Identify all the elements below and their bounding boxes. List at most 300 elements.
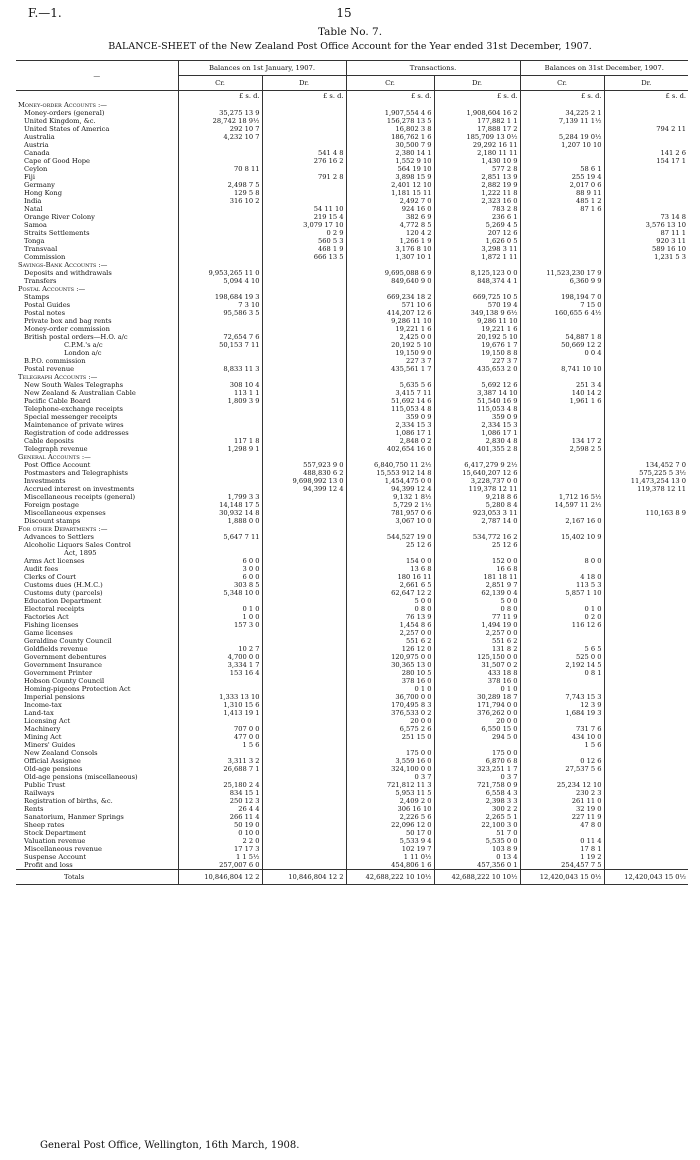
amount-cell: 3 0 0 <box>178 565 262 573</box>
amount-cell <box>520 213 604 221</box>
row-label: Land-tax <box>24 709 54 717</box>
amount-cell <box>178 429 262 437</box>
row-label: Transfers <box>24 277 57 285</box>
amount-cell <box>262 781 346 789</box>
table-row <box>16 325 688 333</box>
amount-cell: 51,540 16 9 <box>434 397 520 405</box>
amount-cell <box>604 637 688 645</box>
amount-cell: 140 14 2 <box>520 389 604 397</box>
amount-cell: 141 2 6 <box>604 149 688 157</box>
amount-cell: 16 6 8 <box>434 565 520 573</box>
amount-cell <box>262 821 346 829</box>
amount-cell: 2,334 15 3 <box>434 421 520 429</box>
amount-cell <box>178 421 262 429</box>
amount-cell <box>262 637 346 645</box>
amount-cell <box>604 165 688 173</box>
amount-cell <box>262 653 346 661</box>
table-number: Table No. 7. <box>317 26 383 38</box>
amount-cell <box>346 373 434 381</box>
row-label: Hong Kong <box>24 189 63 197</box>
amount-cell: 51 7 0 <box>434 829 520 837</box>
amount-cell: 25 12 6 <box>434 541 520 549</box>
amount-cell <box>604 181 688 189</box>
amount-cell: 17 8 1 <box>520 845 604 853</box>
amount-cell: 134,452 7 0 <box>604 461 688 469</box>
amount-cell: 134 17 2 <box>520 437 604 445</box>
amount-cell: 0 8 1 <box>520 669 604 677</box>
amount-cell <box>520 221 604 229</box>
amount-cell: 70 8 11 <box>178 165 262 173</box>
amount-cell: 119,378 12 11 <box>604 485 688 493</box>
amount-cell: 2,661 6 5 <box>346 581 434 589</box>
page-number: 15 <box>336 6 352 20</box>
amount-cell <box>262 309 346 317</box>
amount-cell: 0 1 0 <box>178 605 262 613</box>
total-cell: 12,420,043 15 0½ <box>520 870 604 885</box>
row-label: Maintenance of private wires <box>24 421 124 429</box>
amount-cell: 6,840,750 11 2½ <box>346 461 434 469</box>
table-row <box>16 341 688 349</box>
amount-cell: 157 3 0 <box>178 621 262 629</box>
row-label: Imperial pensions <box>24 693 85 701</box>
units-cell: £ s. d. <box>346 91 434 102</box>
amount-cell <box>262 765 346 773</box>
amount-cell <box>262 197 346 205</box>
amount-cell: 1,307 10 1 <box>346 253 434 261</box>
row-label: British postal orders—H.O. a/c <box>24 333 128 341</box>
amount-cell: 8,741 10 10 <box>520 365 604 373</box>
amount-cell: 116 12 6 <box>520 621 604 629</box>
row-label: Goldfields revenue <box>24 645 88 653</box>
amount-cell <box>262 581 346 589</box>
amount-cell <box>262 325 346 333</box>
amount-cell: 848,374 4 1 <box>434 277 520 285</box>
row-label: Postal Guides <box>24 301 71 309</box>
amount-cell <box>262 525 346 533</box>
amount-cell <box>262 165 346 173</box>
amount-cell <box>604 317 688 325</box>
amount-cell <box>178 253 262 261</box>
amount-cell <box>520 245 604 253</box>
row-label: Straits Settlements <box>24 229 90 237</box>
table-row <box>16 837 688 845</box>
row-label: Railways <box>24 789 55 797</box>
amount-cell <box>262 517 346 525</box>
amount-cell: 1,222 11 8 <box>434 189 520 197</box>
table-row <box>16 117 688 125</box>
amount-cell: 0 8 0 <box>434 605 520 613</box>
row-label: Miscellaneous receipts (general) <box>24 493 136 501</box>
amount-cell <box>604 525 688 533</box>
amount-cell <box>262 533 346 541</box>
row-label: Alcoholic Liquors Sales Control <box>24 541 131 549</box>
amount-cell: 1,809 3 9 <box>178 397 262 405</box>
amount-cell <box>262 741 346 749</box>
amount-cell <box>520 101 604 109</box>
amount-cell <box>178 141 262 149</box>
table-row <box>16 765 688 773</box>
amount-cell <box>262 541 346 549</box>
amount-cell <box>520 413 604 421</box>
amount-cell <box>262 573 346 581</box>
amount-cell <box>262 109 346 117</box>
amount-cell: 58 6 1 <box>520 165 604 173</box>
page-header <box>28 6 660 20</box>
amount-cell: 115,053 4 8 <box>434 405 520 413</box>
table-row <box>16 165 688 173</box>
amount-cell: 22,100 3 0 <box>434 821 520 829</box>
amount-cell: 575,225 5 3½ <box>604 469 688 477</box>
amount-cell <box>604 541 688 549</box>
amount-cell <box>520 261 604 269</box>
amount-cell: 120 4 2 <box>346 229 434 237</box>
table-row <box>16 653 688 661</box>
row-label: Natal <box>24 205 43 213</box>
amount-cell: 0 1 0 <box>520 605 604 613</box>
amount-cell <box>262 445 346 453</box>
signature-line: General Post Office, Wellington, 16th March, 1908. <box>40 1140 300 1151</box>
table-row <box>16 541 688 549</box>
amount-cell: 6 0 0 <box>178 573 262 581</box>
amount-cell <box>604 365 688 373</box>
amount-cell <box>604 805 688 813</box>
amount-cell <box>604 277 688 285</box>
amount-cell: 9,953,265 11 0 <box>178 269 262 277</box>
amount-cell: 0 12 6 <box>520 757 604 765</box>
table-row <box>16 645 688 653</box>
amount-cell: 551 6 2 <box>434 637 520 645</box>
amount-cell <box>262 733 346 741</box>
table-row <box>16 205 688 213</box>
amount-cell: 721,812 11 3 <box>346 781 434 789</box>
amount-cell <box>604 197 688 205</box>
row-label: Pacific Cable Board <box>24 397 91 405</box>
section-header-row <box>16 285 688 293</box>
amount-cell <box>262 621 346 629</box>
amount-cell: 94,399 12 4 <box>346 485 434 493</box>
amount-cell: 62,647 12 2 <box>346 589 434 597</box>
amount-cell <box>434 373 520 381</box>
amount-cell: 721,758 0 9 <box>434 781 520 789</box>
amount-cell: 4,772 8 5 <box>346 221 434 229</box>
amount-cell: 7 15 0 <box>520 301 604 309</box>
amount-cell: 669,725 10 5 <box>434 293 520 301</box>
total-cell: 10,846,804 12 2 <box>178 870 262 885</box>
row-label: Audit fees <box>24 565 59 573</box>
table-row <box>16 565 688 573</box>
table-row <box>16 853 688 861</box>
amount-cell <box>604 173 688 181</box>
amount-cell: 5,635 5 6 <box>346 381 434 389</box>
amount-cell <box>262 669 346 677</box>
amount-cell <box>520 253 604 261</box>
amount-cell <box>604 373 688 381</box>
amount-cell <box>262 133 346 141</box>
amount-cell: 9,698,992 13 0 <box>262 477 346 485</box>
table-row <box>16 749 688 757</box>
amount-cell: 117 1 8 <box>178 437 262 445</box>
amount-cell <box>178 637 262 645</box>
units-cell: £ s. d. <box>434 91 520 102</box>
table-row <box>16 445 688 453</box>
amount-cell: 16,802 3 8 <box>346 125 434 133</box>
row-label: Special messenger receipts <box>24 413 118 421</box>
sub-header: Cr. <box>178 76 262 91</box>
amount-cell: 2,334 15 3 <box>346 421 434 429</box>
amount-cell <box>262 261 346 269</box>
table-row <box>16 573 688 581</box>
amount-cell <box>262 269 346 277</box>
amount-cell: 378 16 0 <box>346 677 434 685</box>
amount-cell: 25,180 2 4 <box>178 781 262 789</box>
amount-cell: 94,399 12 4 <box>262 485 346 493</box>
row-label: Discount stamps <box>24 517 81 525</box>
amount-cell: 227 3 7 <box>346 357 434 365</box>
row-label: Private box and bag rents <box>24 317 112 325</box>
amount-cell <box>262 717 346 725</box>
amount-cell: 1,181 15 11 <box>346 189 434 197</box>
amount-cell <box>520 237 604 245</box>
table-row <box>16 229 688 237</box>
amount-cell <box>604 301 688 309</box>
amount-cell <box>178 173 262 181</box>
row-label: Commission <box>24 253 66 261</box>
amount-cell <box>262 493 346 501</box>
amount-cell: 920 3 11 <box>604 237 688 245</box>
amount-cell <box>178 357 262 365</box>
amount-cell: 257,007 6 0 <box>178 861 262 870</box>
amount-cell: 280 10 5 <box>346 669 434 677</box>
amount-cell <box>604 701 688 709</box>
amount-cell <box>262 549 346 557</box>
amount-cell <box>520 637 604 645</box>
amount-cell <box>262 861 346 870</box>
amount-cell: 152 0 0 <box>434 557 520 565</box>
amount-cell: 9,286 11 10 <box>434 317 520 325</box>
amount-cell: 2,409 2 0 <box>346 797 434 805</box>
amount-cell <box>262 749 346 757</box>
amount-cell: 1,454 8 6 <box>346 621 434 629</box>
amount-cell <box>262 701 346 709</box>
amount-cell: 250 12 3 <box>178 797 262 805</box>
amount-cell: 1,684 19 3 <box>520 709 604 717</box>
amount-cell: 5,269 4 5 <box>434 221 520 229</box>
amount-cell <box>178 373 262 381</box>
amount-cell <box>178 157 262 165</box>
amount-cell: 306 16 10 <box>346 805 434 813</box>
row-label: Telephone-exchange receipts <box>24 405 123 413</box>
row-label: New Zealand Consols <box>24 749 98 757</box>
amount-cell: 485 1 2 <box>520 197 604 205</box>
amount-cell: 254,457 7 5 <box>520 861 604 870</box>
amount-cell: 666 13 5 <box>262 253 346 261</box>
table-row <box>16 581 688 589</box>
amount-cell <box>604 437 688 445</box>
amount-cell <box>604 533 688 541</box>
amount-cell: 9,218 8 6 <box>434 493 520 501</box>
amount-cell: 34,225 2 1 <box>520 109 604 117</box>
table-row <box>16 629 688 637</box>
amount-cell <box>178 317 262 325</box>
amount-cell: 1,494 19 0 <box>434 621 520 629</box>
amount-cell <box>434 525 520 533</box>
amount-cell <box>604 693 688 701</box>
total-cell: 10,846,804 12 2 <box>262 870 346 885</box>
amount-cell: 2,787 14 0 <box>434 517 520 525</box>
amount-cell <box>520 149 604 157</box>
totals-row <box>16 870 688 885</box>
amount-cell <box>520 125 604 133</box>
amount-cell <box>604 661 688 669</box>
table-row <box>16 621 688 629</box>
amount-cell: 50,669 12 2 <box>520 341 604 349</box>
table-row <box>16 381 688 389</box>
row-label: C.P.M.'s a/c <box>64 341 103 349</box>
table-row <box>16 797 688 805</box>
amount-cell <box>604 285 688 293</box>
amount-cell: 32 19 0 <box>520 805 604 813</box>
amount-cell <box>178 237 262 245</box>
amount-cell: 2,598 2 5 <box>520 445 604 453</box>
amount-cell <box>604 405 688 413</box>
table-row <box>16 397 688 405</box>
amount-cell <box>520 629 604 637</box>
row-label: Austria <box>24 141 49 149</box>
section-label: Savings-Bank Accounts :— <box>18 261 108 269</box>
row-label: Fishing licenses <box>24 621 79 629</box>
amount-cell: 25 12 6 <box>346 541 434 549</box>
amount-cell <box>604 397 688 405</box>
row-label: Education Department <box>24 597 102 605</box>
row-label: B.P.O. commission <box>24 357 86 365</box>
amount-cell: 154 17 1 <box>604 157 688 165</box>
amount-cell <box>520 157 604 165</box>
row-label: Canada <box>24 149 50 157</box>
amount-cell: 171,794 0 0 <box>434 701 520 709</box>
amount-cell: 4,700 0 0 <box>178 653 262 661</box>
amount-cell: 551 6 2 <box>346 637 434 645</box>
table-row <box>16 757 688 765</box>
row-label: Stamps <box>24 293 50 301</box>
row-label: Post Office Account <box>24 461 91 469</box>
amount-cell <box>604 429 688 437</box>
table-row <box>16 485 688 493</box>
amount-cell <box>262 829 346 837</box>
amount-cell <box>178 325 262 333</box>
amount-cell <box>262 501 346 509</box>
amount-cell: 2,167 16 0 <box>520 517 604 525</box>
amount-cell: 1,310 15 6 <box>178 701 262 709</box>
sub-header: Dr. <box>262 76 346 91</box>
amount-cell: 488,830 6 2 <box>262 469 346 477</box>
amount-cell <box>520 421 604 429</box>
table-row <box>16 509 688 517</box>
amount-cell: 113 1 1 <box>178 389 262 397</box>
table-row <box>16 741 688 749</box>
amount-cell: 20 0 0 <box>434 717 520 725</box>
amount-cell <box>520 429 604 437</box>
amount-cell: 251 15 0 <box>346 733 434 741</box>
amount-cell <box>178 349 262 357</box>
document-code: F.—1. <box>28 6 62 20</box>
table-row <box>16 125 688 133</box>
amount-cell: 30,289 18 7 <box>434 693 520 701</box>
row-label: Postmasters and Telegraphists <box>24 469 128 477</box>
amount-cell: 9,286 11 10 <box>346 317 434 325</box>
amount-cell <box>604 717 688 725</box>
amount-cell <box>520 469 604 477</box>
amount-cell: 35,275 13 9 <box>178 109 262 117</box>
amount-cell: 571 10 6 <box>346 301 434 309</box>
table-row <box>16 861 688 870</box>
amount-cell: 1 5 6 <box>178 741 262 749</box>
sub-header: Cr. <box>346 76 434 91</box>
amount-cell: 6,575 2 6 <box>346 725 434 733</box>
section-header-row <box>16 525 688 533</box>
amount-cell <box>604 141 688 149</box>
amount-cell <box>604 333 688 341</box>
amount-cell <box>604 293 688 301</box>
amount-cell: 849,640 9 0 <box>346 277 434 285</box>
table-row <box>16 437 688 445</box>
total-cell: 42,688,222 10 10½ <box>434 870 520 885</box>
row-label: Miners' Guides <box>24 741 76 749</box>
amount-cell <box>262 797 346 805</box>
amount-cell <box>346 285 434 293</box>
amount-cell <box>604 493 688 501</box>
table-row <box>16 277 688 285</box>
amount-cell <box>604 261 688 269</box>
amount-cell: 541 4 8 <box>262 149 346 157</box>
amount-cell: 8 0 0 <box>520 557 604 565</box>
units-cell: £ s. d. <box>520 91 604 102</box>
amount-cell: 6,558 4 3 <box>434 789 520 797</box>
amount-cell: 185,709 13 0½ <box>434 133 520 141</box>
table-row <box>16 773 688 781</box>
amount-cell <box>262 317 346 325</box>
amount-cell: 261 11 0 <box>520 797 604 805</box>
amount-cell <box>178 469 262 477</box>
amount-cell <box>604 733 688 741</box>
amount-cell <box>262 341 346 349</box>
amount-cell <box>520 685 604 693</box>
table-row <box>16 221 688 229</box>
amount-cell <box>520 229 604 237</box>
amount-cell: 160,655 6 4½ <box>520 309 604 317</box>
amount-cell <box>178 413 262 421</box>
table-row <box>16 349 688 357</box>
amount-cell: 2,882 19 9 <box>434 181 520 189</box>
row-label: Foreign postage <box>24 501 79 509</box>
amount-cell: 175 0 0 <box>434 749 520 757</box>
section-label: For other Departments :— <box>18 525 108 533</box>
amount-cell: 1 5 6 <box>520 741 604 749</box>
amount-cell <box>178 485 262 493</box>
amount-cell <box>262 293 346 301</box>
amount-cell: 2,851 9 7 <box>434 581 520 589</box>
amount-cell: 12 3 9 <box>520 701 604 709</box>
amount-cell: 292 10 7 <box>178 125 262 133</box>
amount-cell: 589 16 10 <box>604 245 688 253</box>
amount-cell: 457,356 0 1 <box>434 861 520 870</box>
amount-cell <box>178 261 262 269</box>
amount-cell <box>262 589 346 597</box>
amount-cell: 110,163 8 9 <box>604 509 688 517</box>
amount-cell: 5,348 10 0 <box>178 589 262 597</box>
amount-cell <box>262 397 346 405</box>
amount-cell: 731 7 6 <box>520 725 604 733</box>
table-row <box>16 141 688 149</box>
